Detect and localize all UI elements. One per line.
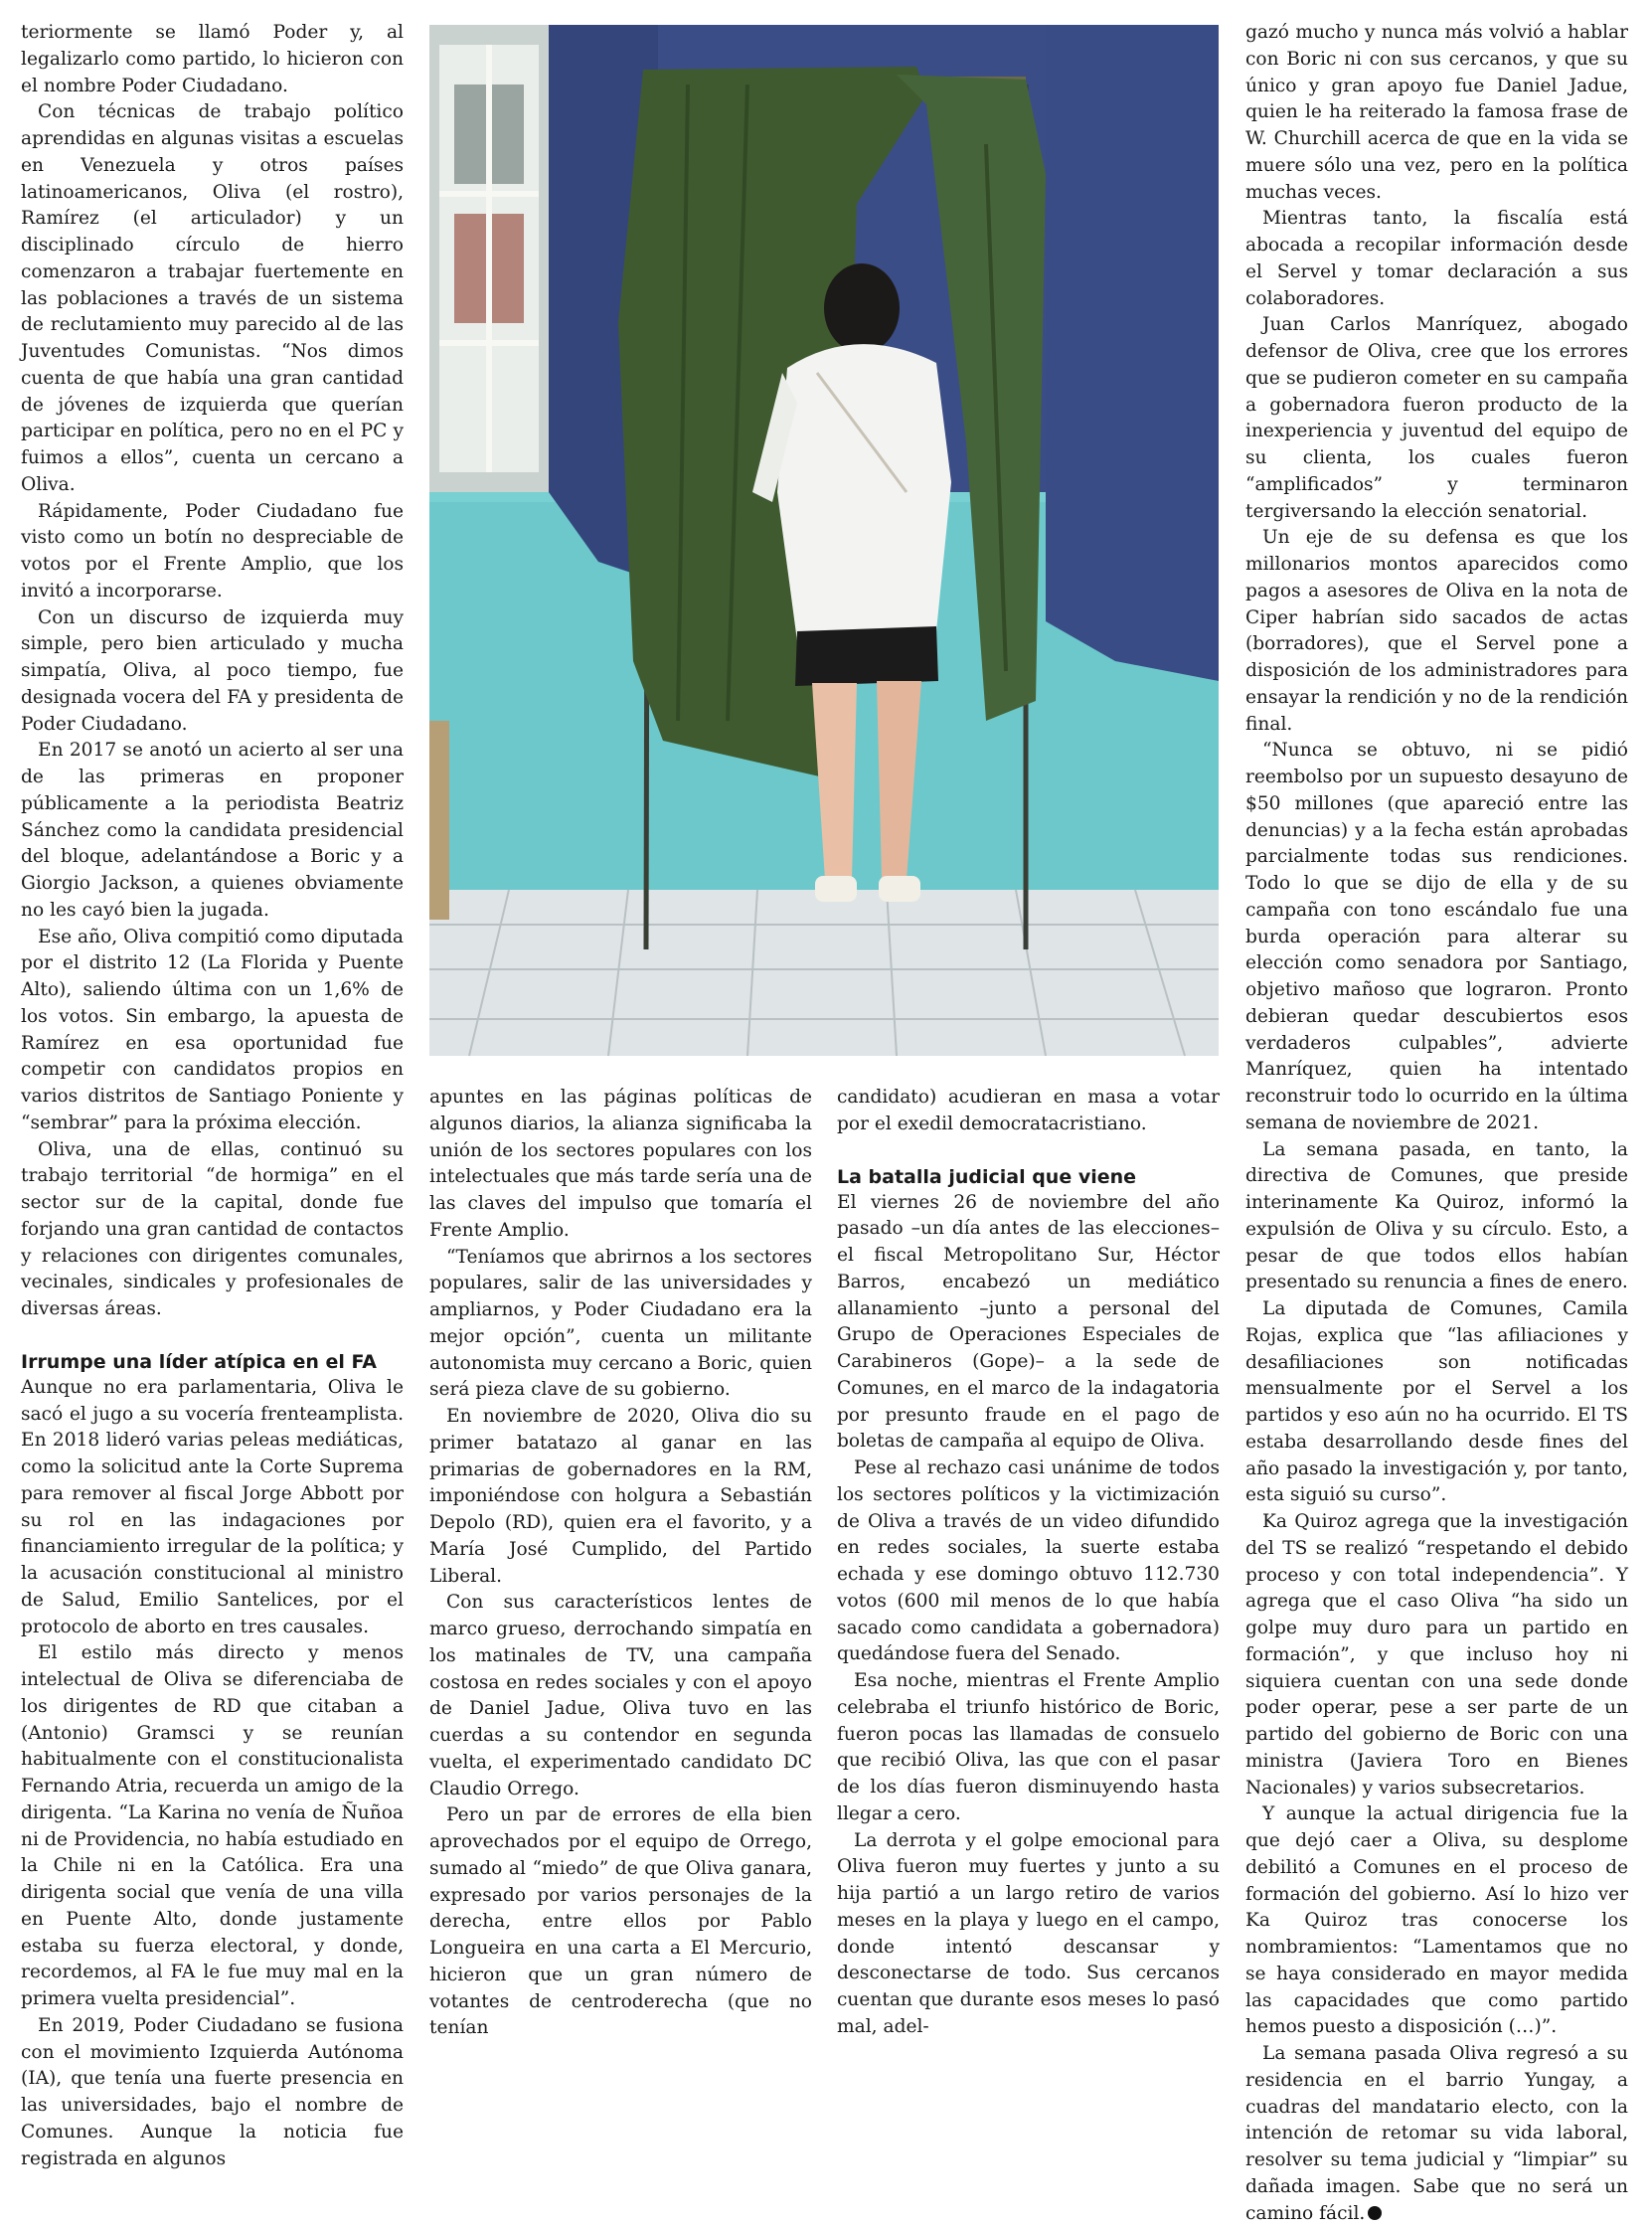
paragraph: Pese al rechazo casi unánime de todos los sectores políticos y la victimización de Oliva a través de un video difundido en redes sociales, la suerte estaba echada y ese domingo obtuvo 112.730 votos (600 mil menos de lo que había sacado como candidata a gobernadora) quedándose fuera del Senado.: [837, 1457, 1220, 1665]
paragraph: apuntes en las páginas políticas de algunos diarios, la alianza significaba la unión de los sectores populares con los intelectuales que más tarde sería una de las claves del impulso que tomaría el Frente Amplio.: [429, 1087, 812, 1241]
paragraph: Mientras tanto, la fiscalía está abocada a recopilar información desde el Servel y tomar declaración a sus colaboradores.: [1245, 208, 1628, 309]
paragraph: Y aunque la actual dirigencia fue la que dejó caer a Oliva, su desplome debilitó a Comunes en el proceso de formación del gobierno. Así lo hizo ver Ka Quiroz tras conocerse los nombramientos: “Lamentamos que no se haya considerado en mayor medida las capacidades que como partido hemos puesto a disposición (…)”.: [1245, 1803, 1628, 2038]
paragraph: La diputada de Comunes, Camila Rojas, explica que “las afiliaciones y desafiliaciones son notificadas mensualmente por el Servel a los partidos y eso aún no ha ocurrido. El TS estaba desarrollando desde fines del año pasado la investigación y, por tanto, esta siguió su curso”.: [1245, 1298, 1628, 1506]
paragraph: Esa noche, mientras el Frente Amplio celebraba el triunfo histórico de Boric, fueron pocas las llamadas de consuelo que recibió Oliva, las que con el pasar de los días fueron disminuyendo hasta llegar a cero.: [837, 1670, 1220, 1824]
paragraph: gazó mucho y nunca más volvió a hablar con Boric ni con sus cercanos, y que su único y gran apoyo fue Daniel Jadue, quien le ha reiterado la famosa frase de W. Churchill acerca de que en la vida se muere sólo una vez, pero en la política muchas veces.: [1245, 22, 1628, 203]
paragraph: Con técnicas de trabajo político aprendidas en algunas visitas a escuelas en Venezuela y otros países latinoamericanos, Oliva (el rostro), Ramírez (el articulador) y un disciplinado círculo de hierro comenzaron a trabajar fuertemente en las poblaciones a través de un sistema de reclutamiento muy parecido al de las Juventudes Comunistas. “Nos dimos cuenta de que había una gran cantidad de jóvenes de izquierda que querían participar en política, pero no en el PC y fuimos a ellos”, cuenta un cercano a Oliva.: [21, 101, 404, 495]
end-of-article-icon: [1368, 2206, 1382, 2220]
paragraph: Un eje de su defensa es que los millonarios montos aparecidos como pagos a asesores de Oliva en la nota de Ciper habrían sido sacados de actas (borradores), que el Servel pone a disposición de los administradores para ensayar la rendición y no de la rendición final.: [1245, 527, 1628, 735]
paragraph-final: [1245, 2041, 1628, 2227]
paragraph: “Teníamos que abrirnos a los sectores populares, salir de las universidades y ampliarnos, y Poder Ciudadano era la mejor opción”, cuenta un militante autonomista muy cercano a Boric, quien será pieza clave de su gobierno.: [429, 1246, 812, 1401]
paragraph-text: La semana pasada Oliva regresó a su residencia en el barrio Yungay, a cuadras del mandatario electo, con la intención de retomar su vida laboral, resolver su tema judicial y “limpiar” su dañada imagen. Sabe que no será un camino fácil.: [1245, 2043, 1628, 2224]
paragraph: La semana pasada, en tanto, la directiva de Comunes, que preside interinamente Ka Quiroz, informó la expulsión de Oliva y su círculo. Esto, a pesar de que todos ellos habían presentado su renuncia a fines de enero.: [1245, 1138, 1628, 1293]
paragraph: Rápidamente, Poder Ciudadano fue visto como un botín no despreciable de votos por el Frente Amplio, que los invitó a incorporarse.: [21, 500, 404, 601]
article-column-4: [1245, 20, 1628, 2224]
paragraph: teriormente se llamó Poder y, al legalizarlo como partido, lo hicieron con el nombre Poder Ciudadano.: [21, 22, 404, 96]
paragraph: La derrota y el golpe emocional para Oliva fueron muy fuertes y junto a su hija partió a un largo retiro de varios meses en la playa y luego en el campo, donde intentó descansar y desconectarse de todo. Sus cercanos cuentan que durante esos meses lo pasó mal, adel-: [837, 1829, 1220, 2037]
section-heading: La batalla judicial que viene: [837, 1165, 1137, 1188]
paragraph: En noviembre de 2020, Oliva dio su primer batatazo al ganar en las primarias de gobernadores en la RM, imponiéndose con holgura a Sebastián Depolo (RD), quien era el favorito, y a María José Cumplido, del Partido Liberal.: [429, 1406, 812, 1587]
section-heading: Irrumpe una líder atípica en el FA: [21, 1350, 377, 1373]
paragraph: En 2017 se anotó un acierto al ser una de las primeras en proponer públicamente a la periodista Beatriz Sánchez como la candidata presidencial del bloque, adelantándose a Boric y a Giorgio Jackson, a quienes obviamente no les cayó bien la jugada.: [21, 740, 404, 921]
paragraph: “Nunca se obtuvo, ni se pidió reembolso por un supuesto desayuno de $50 millones (que apareció entre las denuncias) y a la fecha están aprobadas parcialmente todas sus rendiciones. Todo lo que se dijo de ella y de su campaña con tono escándalo fue una burda operación para alterar su elección como senadora por Santiago, objetivo mañoso que lograron. Pronto debieran quedar descubiertos esos verdaderos culpables”, advierte Manríquez, quien ha intentado reconstruir todo lo ocurrido en la última semana de noviembre de 2021.: [1245, 740, 1628, 1133]
paragraph: Ese año, Oliva compitió como diputada por el distrito 12 (La Florida y Puente Alto), saliendo última con un 1,6% de los votos. Sin embargo, la apuesta de Ramírez en esa oportunidad fue competir con candidatos propios en varios distritos de Santiago Poniente y “sembrar” para la próxima elección.: [21, 926, 404, 1133]
article-column-1: [21, 20, 404, 2169]
paragraph: Con sus característicos lentes de marco grueso, derrochando simpatía en los matinales de TV, una campaña costosa en redes sociales y con el apoyo de Daniel Jadue, Oliva tuvo en las cuerdas a su contendor en segunda vuelta, el experimentado candidato DC Claudio Orrego.: [429, 1592, 812, 1799]
paragraph: Aunque no era parlamentaria, Oliva le sacó el jugo a su vocería frenteamplista. En 2018 lideró varias peleas mediáticas, como la solicitud ante la Corte Suprema para remover al fiscal Jorge Abbott por su rol en las indagaciones por financiamiento irregular de la política; y la acusación constitucional al ministro de Salud, Emilio Santelices, por el protocolo de aborto en tres causales.: [21, 1376, 404, 1637]
paragraph: Juan Carlos Manríquez, abogado defensor de Oliva, cree que los errores que se pudieron cometer en su campaña a gobernadora fueron producto de la inexperiencia y juventud del equipo de su clienta, los cuales fueron “amplificados” y terminaron tergiversando la elección senatorial.: [1245, 314, 1628, 522]
voting-booth-illustration: [429, 25, 1219, 1056]
paragraph: El estilo más directo y menos intelectual de Oliva se diferenciaba de los dirigentes de RD que citaban a (Antonio) Gramsci y se reunían habitualmente con el constitucionalista Fernando Atria, recuerda un amigo de la dirigenta. “La Karina no venía de Ñuñoa ni de Providencia, no había estudiado en la Chile ni en la Católica. Era una dirigenta social que venía de una villa en Puente Alto, donde justamente estaba su fuerza electoral, y donde, recordemos, al FA le fue muy mal en la primera vuelta presidencial”.: [21, 1642, 404, 2009]
article-column-2: [429, 1085, 812, 2039]
paragraph: Con un discurso de izquierda muy simple, pero bien articulado y mucha simpatía, Oliva, al poco tiempo, fue designada vocera del FA y presidenta de Poder Ciudadano.: [21, 606, 404, 735]
voting-booth-photo: [429, 25, 1219, 1056]
paragraph: candidato) acudieran en masa a votar por el exedil democratacristiano.: [837, 1087, 1220, 1134]
paragraph: Oliva, una de ellas, continuó su trabajo territorial “de hormiga” en el sector sur de la capital, donde fue forjando una gran cantidad de contactos y relaciones con dirigentes comunales, vecinales, sindicales y profesionales de diversas áreas.: [21, 1138, 404, 1319]
paragraph: El viernes 26 de noviembre del año pasado –un día antes de las elecciones– el fiscal Metropolitano Sur, Héctor Barros, encabezó un mediático allanamiento –junto a personal del Grupo de Operaciones Especiales de Carabineros (Gope)– a la sede de Comunes, en el marco de la indagatoria por presunto fraude en el pago de boletas de campaña al equipo de Oliva.: [837, 1191, 1220, 1453]
paragraph: En 2019, Poder Ciudadano se fusiona con el movimiento Izquierda Autónoma (IA), que tenía una fuerte presencia en las universidades, bajo el nombre de Comunes. Aunque la noticia fue registrada en algunos: [21, 2014, 404, 2169]
paragraph: Pero un par de errores de ella bien aprovechados por el equipo de Orrego, sumado al “miedo” de que Oliva ganara, expresado por varios personajes de la derecha, entre ellos por Pablo Longueira en una carta a El Mercurio, hicieron que un gran número de votantes de centroderecha (que no tenían: [429, 1804, 812, 2039]
article-column-3: [837, 1085, 1220, 2037]
paragraph: Ka Quiroz agrega que la investigación del TS se realizó “respetando el debido proceso y con total independencia”. Y agrega que el caso Oliva “ha sido un golpe muy duro para un partido en formación”, y que incluso hoy ni siquiera cuentan con una sede donde poder operar, pese a ser parte de un partido del gobierno de Boric con una ministra (Javiera Toro en Bienes Nacionales) y varios subsecretarios.: [1245, 1511, 1628, 1799]
